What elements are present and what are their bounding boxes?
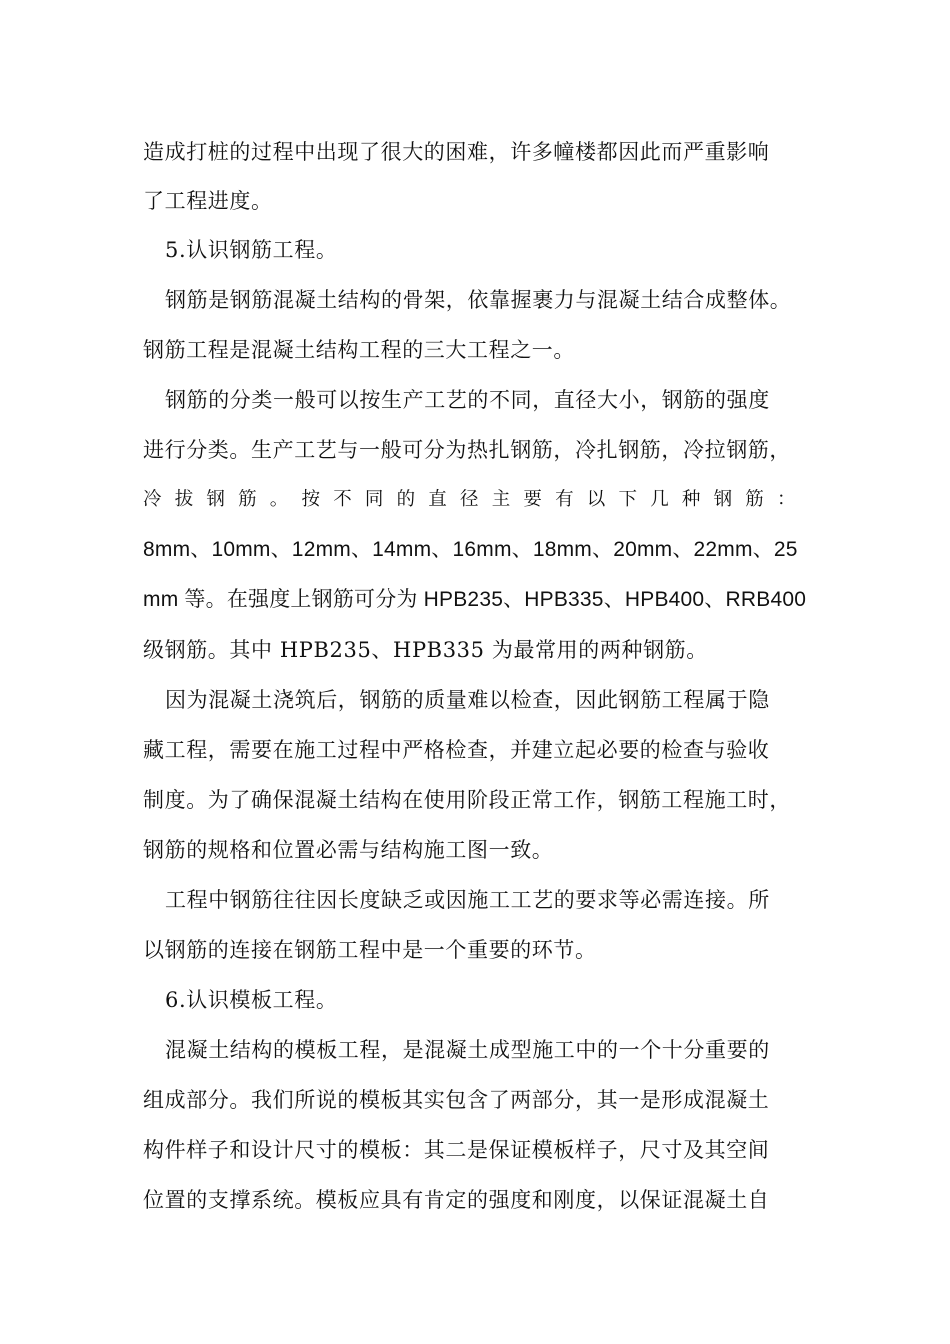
section-heading: 5.认识钢筋工程。 <box>165 238 338 262</box>
text-line: 藏工程，需要在施工过程中严格检查，并建立起必要的检查与验收 <box>143 738 770 762</box>
text-line: 构件样子和设计尺寸的模板：其二是保证模板样子，尺寸及其空间 <box>143 1138 770 1162</box>
text-line: 造成打桩的过程中出现了很大的困难，许多幢楼都因此而严重影响 <box>143 140 770 164</box>
text-line: 制度。为了确保混凝土结构在使用阶段正常工作，钢筋工程施工时， <box>143 788 791 812</box>
text-line: 钢筋工程是混凝土结构工程的三大工程之一。 <box>143 338 575 362</box>
text-line: 钢筋的规格和位置必需与结构施工图一致。 <box>143 838 554 862</box>
text-line: 因为混凝土浇筑后，钢筋的质量难以检查，因此钢筋工程属于隐 <box>165 688 770 712</box>
text-line: 级钢筋。其中 HPB235、HPB335 为最常用的两种钢筋。 <box>143 638 708 662</box>
text-line: 冷拔钢筋。按不同的直径主要有以下几种钢筋： <box>143 489 809 510</box>
text-line: 8mm、10mm、12mm、14mm、16mm、18mm、20mm、22mm、25 <box>143 538 798 561</box>
section-heading: 6.认识模板工程。 <box>165 988 338 1012</box>
text-line: 工程中钢筋往往因长度缺乏或因施工工艺的要求等必需连接。所 <box>165 888 770 912</box>
text-line: 位置的支撑系统。模板应具有肯定的强度和刚度，以保证混凝土自 <box>143 1188 770 1212</box>
text-line: 进行分类。生产工艺与一般可分为热扎钢筋，冷扎钢筋，冷拉钢筋， <box>143 438 791 462</box>
text-line: 混凝土结构的模板工程，是混凝土成型施工中的一个十分重要的 <box>165 1038 770 1062</box>
text-line: 组成部分。我们所说的模板其实包含了两部分，其一是形成混凝土 <box>143 1088 770 1112</box>
text-line: 钢筋的分类一般可以按生产工艺的不同，直径大小，钢筋的强度 <box>165 388 770 412</box>
text-line: 了工程进度。 <box>143 189 273 213</box>
text-line: mm 等。在强度上钢筋可分为 HPB235、HPB335、HPB400、RRB400 <box>143 588 807 611</box>
text-line: 钢筋是钢筋混凝土结构的骨架，依靠握裹力与混凝土结合成整体。 <box>165 288 792 312</box>
text-line: 以钢筋的连接在钢筋工程中是一个重要的环节。 <box>143 938 597 962</box>
